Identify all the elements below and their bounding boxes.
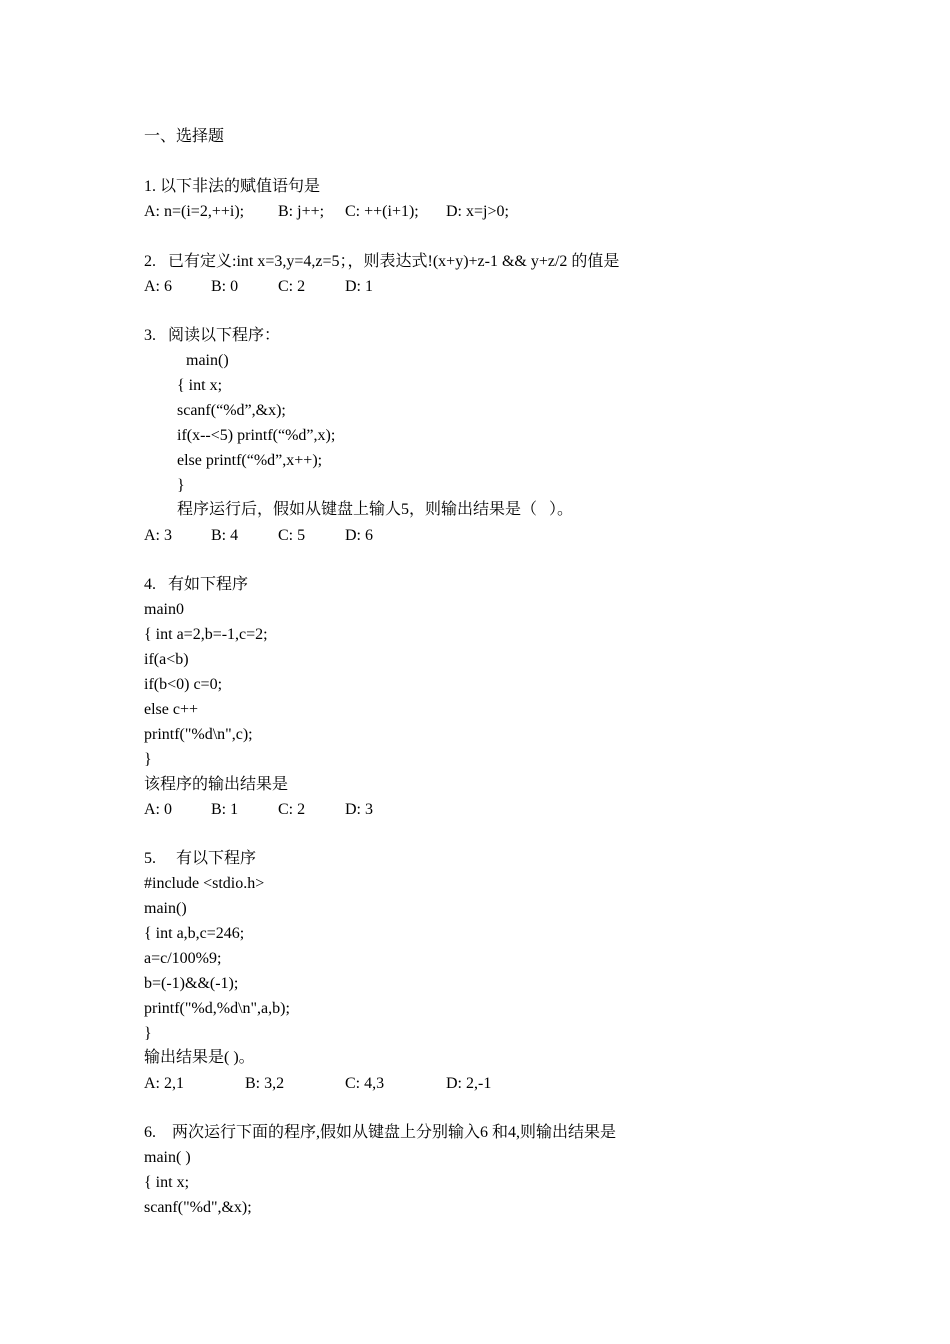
q4-stem: 4. 有如下程序 — [144, 576, 249, 593]
q5-stem: 5. 有以下程序 — [144, 850, 257, 867]
q2-option-a: A: 6 — [144, 278, 172, 295]
q5-code-line: b=(-1)&&(-1); — [144, 975, 239, 992]
q4-code-line: else c++ — [144, 701, 199, 718]
q3-code-line: } — [177, 477, 185, 494]
section-title: 一、选择题 — [144, 128, 225, 145]
q3-code-line: { int x; — [177, 377, 223, 394]
q4-code-line: { int a=2,b=-1,c=2; — [144, 626, 268, 643]
q6-code-line: scanf("%d",&x); — [144, 1199, 252, 1216]
q4-option-b: B: 1 — [211, 801, 239, 818]
q4-code-line: main0 — [144, 601, 184, 618]
q4-option-d: D: 3 — [345, 801, 373, 818]
q5-code-line: #include <stdio.h> — [144, 875, 265, 892]
q4-code-line: } — [144, 751, 152, 768]
q3-code-line: else printf(“%d”,x++); — [177, 452, 323, 469]
q2-option-c: C: 2 — [278, 278, 306, 295]
q5-code-line: main() — [144, 900, 187, 917]
q3-code-line: if(x--<5) printf(“%d”,x); — [177, 427, 336, 444]
q1-option-a: A: n=(i=2,++i); — [144, 203, 245, 220]
q1-option-b: B: j++; — [278, 203, 325, 220]
q3-option-b: B: 4 — [211, 527, 239, 544]
q3-option-c: C: 5 — [278, 527, 306, 544]
q4-code-line: printf("%d\n",c); — [144, 726, 253, 743]
q3-option-a: A: 3 — [144, 527, 172, 544]
q4-option-c: C: 2 — [278, 801, 306, 818]
q2-stem: 2. 已有定义:int x=3,y=4,z=5；，则表达式!(x+y)+z-1 && y+z/2 的值是 — [144, 253, 620, 270]
q1-option-d: D: x=j>0; — [446, 203, 509, 220]
q4-code-line: if(a<b) — [144, 651, 189, 668]
q6-stem: 6. 两次运行下面的程序,假如从键盘上分别输入6 和4,则输出结果是 — [144, 1124, 617, 1141]
q5-code-line: { int a,b,c=246; — [144, 925, 245, 942]
q1-stem: 1. 以下非法的赋值语句是 — [144, 178, 321, 195]
q4-option-a: A: 0 — [144, 801, 172, 818]
q5-option-a: A: 2,1 — [144, 1075, 184, 1092]
q5-code-line: a=c/100%9; — [144, 950, 222, 967]
q5-question: 输出结果是( )。 — [144, 1049, 255, 1066]
q5-option-d: D: 2,-1 — [446, 1075, 492, 1092]
q1-option-c: C: ++(i+1); — [345, 203, 419, 220]
q6-code-line: main( ) — [144, 1149, 191, 1166]
q6-code-line: { int x; — [144, 1174, 190, 1191]
q3-code-line: scanf(“%d”,&x); — [177, 402, 286, 419]
q5-option-c: C: 4,3 — [345, 1075, 385, 1092]
q2-option-b: B: 0 — [211, 278, 239, 295]
q5-option-b: B: 3,2 — [245, 1075, 285, 1092]
q5-code-line: } — [144, 1025, 152, 1042]
q4-code-line: if(b<0) c=0; — [144, 676, 223, 693]
q3-option-d: D: 6 — [345, 527, 373, 544]
q3-code-line: main() — [186, 352, 229, 369]
q3-stem: 3. 阅读以下程序： — [144, 327, 281, 344]
q5-code-line: printf("%d,%d\n",a,b); — [144, 1000, 290, 1017]
q2-option-d: D: 1 — [345, 278, 373, 295]
q4-question: 该程序的输出结果是 — [144, 776, 289, 793]
q3-question: 程序运行后，假如从键盘上输人5，则输出结果是（ ）。 — [177, 501, 574, 518]
